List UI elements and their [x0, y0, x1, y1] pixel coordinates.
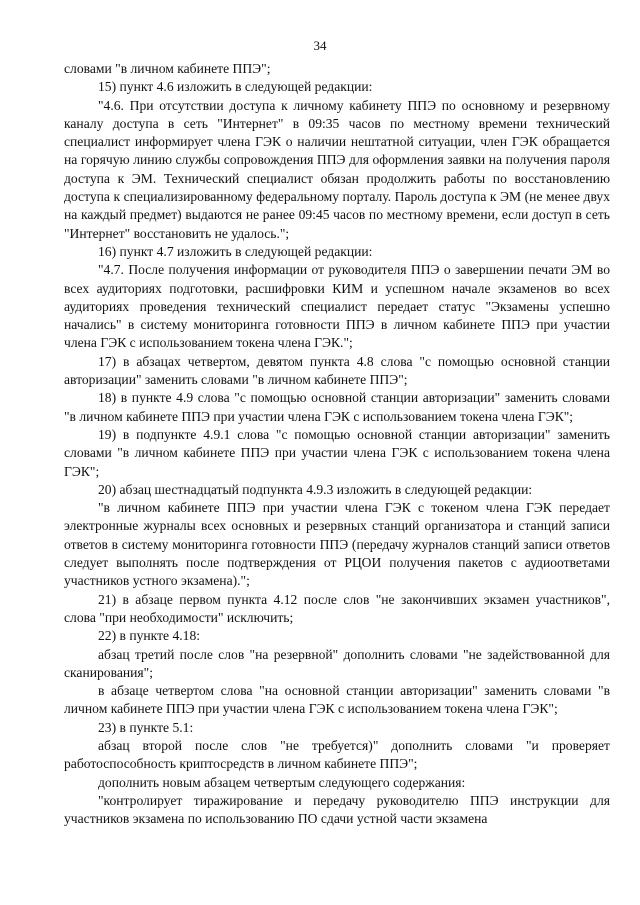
paragraph: 19) в подпункте 4.9.1 слова "с помощью основной станции авторизации" заменить словами "в личном кабинете ППЭ при участии члена ГЭК с использованием токена члена ГЭК";: [64, 426, 610, 479]
document-body: [64, 60, 610, 828]
paragraph: 21) в абзаце первом пункта 4.12 после слов "не закончивших экзамен участников", слова "при необходимости" исключить;: [64, 591, 610, 625]
paragraph: абзац третий после слов "на резервной" дополнить словами "не задействованной для сканирования";: [64, 646, 610, 680]
paragraph: "4.6. При отсутствии доступа к личному кабинету ППЭ по основному и резервному каналу доступа в сеть "Интернет" в 09:35 часов по местному времени технический специалист информирует члена ГЭК о наличии нештатной ситуации, член ГЭК обращается на горячую линию службы сопровождения ППЭ для оформления заявки на получения пароля доступа к ЭМ. Технический специалист обязан продолжить работы по восстановлению доступа к специализированному федеральному порталу. Пароль доступа к ЭМ (не менее двух на каждый предмет) выдаются не ранее 09:45 часов по местному времени, если доступ в сеть "Интернет" восстановить не удалось.";: [64, 97, 610, 241]
paragraph: "4.7. После получения информации от руководителя ППЭ о завершении печати ЭМ во всех аудиториях подготовки, расшифровки КИМ и успешном начале экзаменов во всех аудиториях проведения технический специалист передает статус "Экзамены успешно начались" в систему мониторинга готовности ППЭ в личном кабинете ППЭ при участии члена ГЭК с использованием токена члена ГЭК.";: [64, 262, 610, 351]
page-number: 34: [313, 38, 327, 53]
paragraph: словами "в личном кабинете ППЭ";: [64, 61, 271, 76]
paragraph: абзац второй после слов "не требуется)" дополнить словами "и проверяет работоспособность криптосредств в личном кабинете ППЭ";: [64, 737, 610, 772]
paragraph: "контролирует тиражирование и передачу руководителю ППЭ инструкции для участников экзамена по использованию ПО сдачи устной части экзамена: [64, 792, 610, 827]
paragraph: 16) пункт 4.7 изложить в следующей редакции:: [98, 243, 373, 259]
paragraph: 15) пункт 4.6 изложить в следующей редакции:: [98, 79, 373, 95]
paragraph: 22) в пункте 4.18:: [98, 628, 201, 644]
paragraph: 23) в пункте 5.1:: [98, 719, 194, 735]
paragraph: 18) в пункте 4.9 слова "с помощью основной станции авторизации" заменить словами "в личном кабинете ППЭ при участии члена ГЭК с использованием токена члена ГЭК";: [64, 390, 610, 424]
paragraph: дополнить новым абзацем четвертым следующего содержания:: [98, 774, 466, 790]
paragraph: "в личном кабинете ППЭ при участии члена ГЭК с токеном члена ГЭК передает электронные журналы всех основных и резервных станций организатора и станций записи ответов в систему мониторинга готовности ППЭ (передачу журналов станций записи ответов следует выполнять после подтверждения от РЦОИ получения пакетов с аудиоответами участников устного экзамена).";: [64, 500, 610, 589]
paragraph: 20) абзац шестнадцатый подпункта 4.9.3 изложить в следующей редакции:: [98, 481, 533, 497]
paragraph: в абзаце четвертом слова "на основной станции авторизации" заменить словами "в личном кабинете ППЭ при участии члена ГЭК с использованием токена члена ГЭК";: [64, 683, 610, 717]
paragraph: 17) в абзацах четвертом, девятом пункта 4.8 слова "с помощью основной станции авторизации" заменить словами "в личном кабинете ППЭ";: [64, 353, 610, 388]
